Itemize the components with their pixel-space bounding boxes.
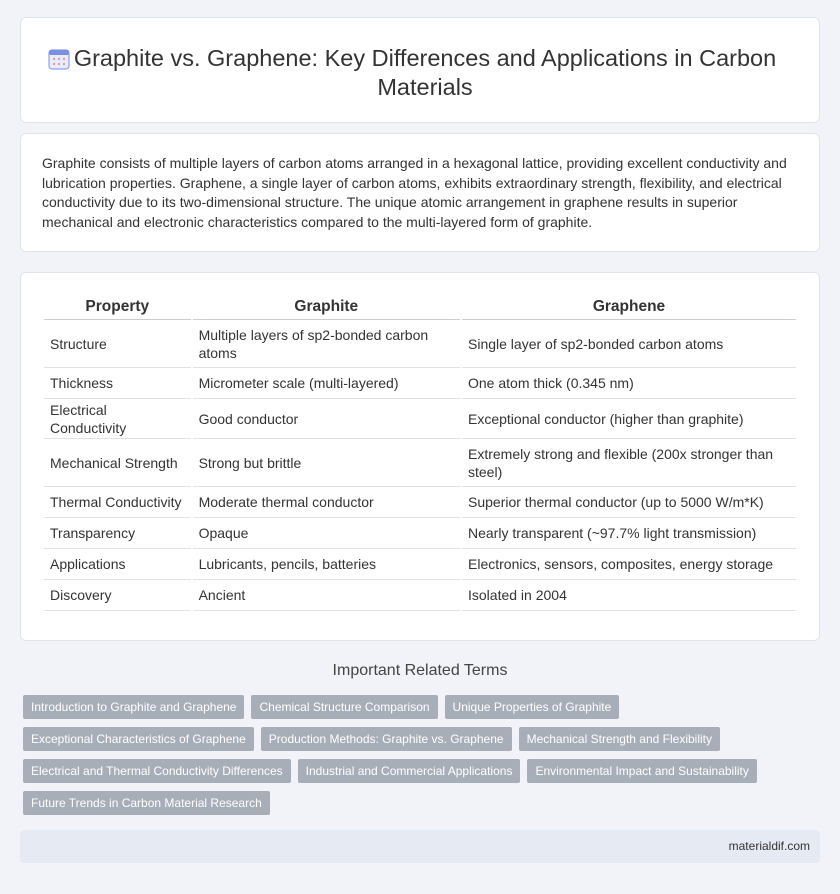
header-card [20,17,820,123]
table-cell: Multiple layers of sp2-bonded carbon atoms [193,320,460,368]
table-row [44,368,796,399]
related-term-tag[interactable]: Exceptional Characteristics of Graphene [23,727,254,751]
footer [20,830,820,863]
related-term-tag[interactable]: Future Trends in Carbon Material Research [23,791,270,815]
table-cell: Thermal Conductivity [44,487,191,518]
header-property: Property [44,294,191,320]
table-cell: Superior thermal conductor (up to 5000 W/m*K) [462,487,796,518]
related-term-tag[interactable]: Environmental Impact and Sustainability [527,759,756,783]
table-row [44,439,796,487]
related-term-tag[interactable]: Industrial and Commercial Applications [298,759,521,783]
table-row [44,487,796,518]
related-term-tag[interactable]: Chemical Structure Comparison [251,695,437,719]
related-terms-heading: Important Related Terms [332,662,508,679]
footer-site-link[interactable]: materialdif.com [728,839,810,853]
table-cell: Mechanical Strength [44,439,191,487]
table-cell: Electronics, sensors, composites, energy storage [462,549,796,580]
table-cell: One atom thick (0.345 nm) [462,368,796,399]
table-cell: Exceptional conductor (higher than graphite) [462,399,796,439]
related-term-tag[interactable]: Mechanical Strength and Flexibility [519,727,720,751]
related-term-tag[interactable]: Unique Properties of Graphite [445,695,620,719]
table-cell: Nearly transparent (~97.7% light transmission) [462,518,796,549]
related-term-tag[interactable]: Production Methods: Graphite vs. Graphene [261,727,512,751]
table-cell: Good conductor [193,399,460,439]
table-row [44,320,796,368]
related-terms-tags [23,695,813,823]
table-cell: Ancient [193,580,460,611]
table-row [44,549,796,580]
table-cell: Opaque [193,518,460,549]
table-cell: Lubricants, pencils, batteries [193,549,460,580]
table-row [44,580,796,611]
intro-paragraph: Graphite consists of multiple layers of carbon atoms arranged in a hexagonal lattice, providing excellent conductivity and lubrication properties. Graphene, a single layer of carbon atoms, exhibits extraordinary strength, flexibility, and electrical conductivity due to its two-dimensional structure. The unique atomic arrangement in graphene results in superior mechanical and electronic characteristics compared to the multi-layered form of graphite. [42,155,787,230]
header-graphite: Graphite [193,294,460,320]
table-cell: Structure [44,320,191,368]
table-header-row [44,294,796,320]
table-row [44,399,796,439]
page-title: Graphite vs. Graphene: Key Differences and Applications in Carbon Materials [73,45,777,100]
table-cell: Strong but brittle [193,439,460,487]
table-cell: Single layer of sp2-bonded carbon atoms [462,320,796,368]
comparison-table [42,294,798,611]
table-cell: Extremely strong and flexible (200x stronger than steel) [462,439,796,487]
table-cell: Electrical Conductivity [44,399,191,439]
intro-card [20,133,820,252]
header-graphene: Graphene [462,294,796,320]
table-cell: Thickness [44,368,191,399]
table-cell: Micrometer scale (multi-layered) [193,368,460,399]
table-cell: Isolated in 2004 [462,580,796,611]
comparison-table-card [20,272,820,641]
table-cell: Transparency [44,518,191,549]
table-row [44,518,796,549]
table-cell: Applications [44,549,191,580]
related-term-tag[interactable]: Introduction to Graphite and Graphene [23,695,244,719]
table-cell: Moderate thermal conductor [193,487,460,518]
related-term-tag[interactable]: Electrical and Thermal Conductivity Differences [23,759,291,783]
table-cell: Discovery [44,580,191,611]
